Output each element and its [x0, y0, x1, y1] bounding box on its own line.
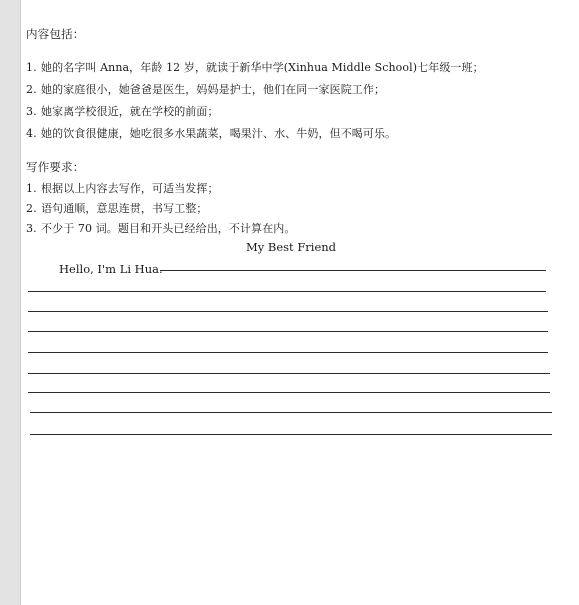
requirement-item-2 — [26, 200, 208, 216]
content-item-number: 4. — [26, 127, 37, 140]
writing-line[interactable] — [28, 392, 550, 393]
writing-line[interactable] — [28, 331, 548, 332]
content-item-1 — [26, 59, 484, 75]
page-left-margin — [0, 0, 21, 605]
content-item-text: 她的饮食很健康，她吃很多水果蔬菜，喝果汁、水、牛奶，但不喝可乐。 — [41, 127, 397, 140]
content-item-2 — [26, 81, 385, 97]
requirement-item-number: 1. — [26, 182, 37, 195]
content-item-text: 她家离学校很近，就在学校的前面； — [41, 105, 219, 118]
content-item-4 — [26, 125, 396, 141]
writing-line[interactable] — [28, 352, 548, 353]
requirement-item-text: 语句通顺，意思连贯，书写工整； — [41, 202, 208, 215]
requirements-heading: 写作要求： — [26, 160, 85, 174]
requirement-item-1 — [26, 180, 219, 196]
writing-line[interactable] — [28, 373, 550, 374]
writing-line[interactable] — [30, 412, 552, 413]
content-heading: 内容包括： — [26, 27, 85, 41]
requirement-item-number: 3. — [26, 222, 37, 235]
requirement-item-text: 不少于 70 词。题目和开头已经给出，不计算在内。 — [41, 222, 296, 235]
content-item-number: 2. — [26, 83, 37, 96]
requirement-item-3 — [26, 220, 296, 236]
writing-line[interactable] — [28, 291, 546, 292]
content-item-3 — [26, 103, 219, 119]
writing-line[interactable] — [160, 270, 546, 271]
essay-opening-line: Hello, I'm Li Hua. — [59, 262, 163, 276]
document-page — [26, 0, 566, 605]
content-item-number: 3. — [26, 105, 37, 118]
writing-line[interactable] — [30, 434, 552, 435]
content-item-number: 1. — [26, 61, 37, 74]
essay-title: My Best Friend — [245, 240, 337, 254]
requirement-item-text: 根据以上内容去写作，可适当发挥； — [41, 182, 219, 195]
requirement-item-number: 2. — [26, 202, 37, 215]
writing-line[interactable] — [28, 311, 548, 312]
content-item-text: 她的家庭很小，她爸爸是医生，妈妈是护士，他们在同一家医院工作； — [41, 83, 386, 96]
content-item-text: 她的名字叫 Anna，年龄 12 岁，就读于新华中学(Xinhua Middle School)七年级一班； — [41, 61, 484, 74]
